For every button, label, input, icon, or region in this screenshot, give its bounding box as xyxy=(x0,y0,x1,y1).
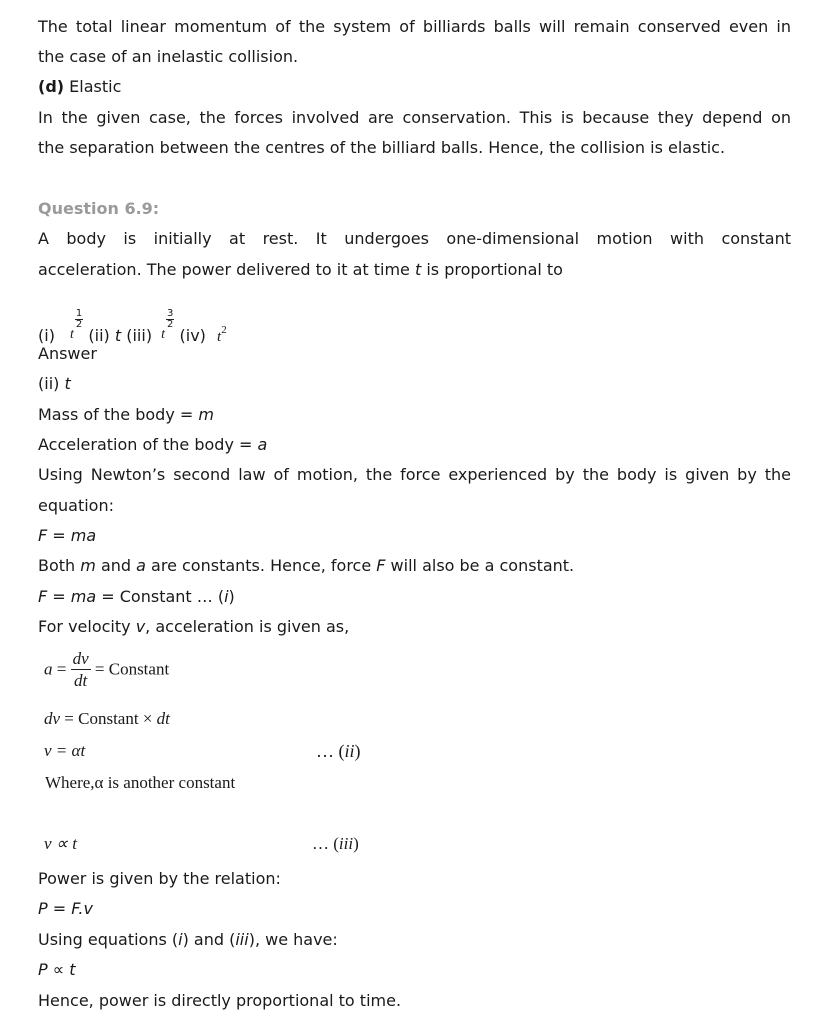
eq-a-var: a xyxy=(44,659,53,679)
velocity-var: v xyxy=(135,617,146,636)
power-equation: P = F.v xyxy=(38,899,93,918)
answer-choice-var: t xyxy=(64,374,71,393)
constants-var-m: m xyxy=(80,556,96,575)
eq-constant: = Constant xyxy=(90,659,170,679)
eq2-dt: dt xyxy=(156,709,170,728)
using-ref-iii: iii xyxy=(235,930,249,949)
velocity-proportional: v ∝ t xyxy=(44,834,77,853)
acceleration-line xyxy=(38,430,791,460)
option-d-text: Elastic xyxy=(69,77,122,96)
mass-line xyxy=(38,400,791,430)
fraction-denominator: dt xyxy=(74,671,88,690)
option-iv-label: (iv) xyxy=(179,326,206,345)
acceleration-var: a xyxy=(257,435,268,454)
using-ref-i: i xyxy=(178,930,183,949)
force-constant-tag: i xyxy=(224,587,229,606)
velocity-equation: v = αt xyxy=(44,741,86,760)
fraction-numerator: dv xyxy=(72,649,89,668)
tag-iii-number: iii xyxy=(338,834,354,853)
paragraph-forces-line-2: the separation between the centres of the billiard balls. Hence, the collision is elastic. xyxy=(38,138,726,157)
option-d-label: (d) xyxy=(38,77,65,96)
derivative-fraction xyxy=(71,649,91,692)
eq2-dv: dv xyxy=(44,709,61,728)
conclusion-line: Hence, power is directly proportional to time. xyxy=(38,991,402,1010)
option-iii-exponent: $\frac{3}{2}$ xyxy=(167,308,174,330)
question-title: Question 6.9: xyxy=(38,199,160,218)
force-constant-rhs: = Constant … ( xyxy=(96,587,225,606)
option-i-label: (i) xyxy=(38,326,55,345)
using-equations-line xyxy=(38,925,791,955)
eq-equals: = xyxy=(52,659,71,679)
power-proportional: P ∝ t xyxy=(38,960,76,979)
newton-line-2: equation: xyxy=(38,496,114,515)
using-text-1: Using equations ( xyxy=(38,930,179,949)
option-i-exponent: $\frac{1}{2}$ xyxy=(75,308,83,330)
equation-tag-iii xyxy=(312,834,359,854)
mass-var: m xyxy=(198,405,214,424)
constants-line xyxy=(38,551,791,581)
velocity-text-1: For velocity xyxy=(38,617,136,636)
tag-iii-close: ) xyxy=(353,834,359,853)
tag-iii-open: … ( xyxy=(312,834,339,853)
constants-text-3: are constants. Hence, force xyxy=(145,556,377,575)
acceleration-text: Acceleration of the body = xyxy=(38,435,258,454)
tag-ii-close: ) xyxy=(354,741,361,761)
option-iv-base: t xyxy=(217,329,222,345)
velocity-text-2: , acceleration is given as, xyxy=(145,617,350,636)
option-iii-base: t xyxy=(161,327,166,342)
newton-line-1: Using Newton’s second law of motion, the force experienced by the body is given by the xyxy=(38,465,791,484)
option-ii-label: (ii) xyxy=(88,326,110,345)
question-line-2 xyxy=(38,255,791,285)
answer-label: Answer xyxy=(38,344,97,363)
question-text: acceleration. The power delivered to it at time xyxy=(38,260,415,279)
constants-var-F: F xyxy=(376,556,386,575)
answer-choice xyxy=(38,369,791,399)
mass-text: Mass of the body = xyxy=(38,405,199,424)
where-constant-note: Where,α is another constant xyxy=(45,773,236,792)
dv-equation xyxy=(44,709,170,729)
option-iv-exponent: 2 xyxy=(221,324,227,336)
question-text-end: is proportional to xyxy=(421,260,563,279)
constants-text-1: Both xyxy=(38,556,81,575)
question-line-1: A body is initially at rest. It undergoes one-dimensional motion with constant xyxy=(38,229,791,248)
force-constant-tag-close: ) xyxy=(228,587,235,606)
option-iii-label: (iii) xyxy=(126,326,153,345)
option-ii-var: t xyxy=(114,326,122,345)
equation-tag-ii xyxy=(316,741,361,762)
eq2-mid: = Constant × xyxy=(60,709,157,728)
paragraph-momentum-line-2: the case of an inelastic collision. xyxy=(38,47,299,66)
tag-ii-number: ii xyxy=(344,741,355,761)
constants-var-a: a xyxy=(136,556,146,575)
option-i-base: t xyxy=(70,327,74,342)
constants-text-4: will also be a constant. xyxy=(385,556,575,575)
force-equation: F = ma xyxy=(38,526,97,545)
question-var-t: t xyxy=(414,260,422,279)
answer-choice-label: (ii) xyxy=(38,374,65,393)
using-text-2: ) and ( xyxy=(182,930,236,949)
using-text-3: ), we have: xyxy=(248,930,338,949)
force-constant-lhs: F = ma xyxy=(38,587,97,606)
option-d-line xyxy=(38,72,791,102)
force-constant-equation xyxy=(38,582,791,612)
paragraph-forces-line-1: In the given case, the forces involved are conservation. This is because they depend on xyxy=(38,108,791,127)
paragraph-momentum-line-1: The total linear momentum of the system of billiards balls will remain conserved even in xyxy=(38,17,791,36)
tag-ii-open: … ( xyxy=(316,741,345,761)
power-relation-line: Power is given by the relation: xyxy=(38,869,281,888)
acceleration-derivative-equation xyxy=(44,649,169,692)
constants-text-2: and xyxy=(95,556,137,575)
velocity-line xyxy=(38,612,791,642)
